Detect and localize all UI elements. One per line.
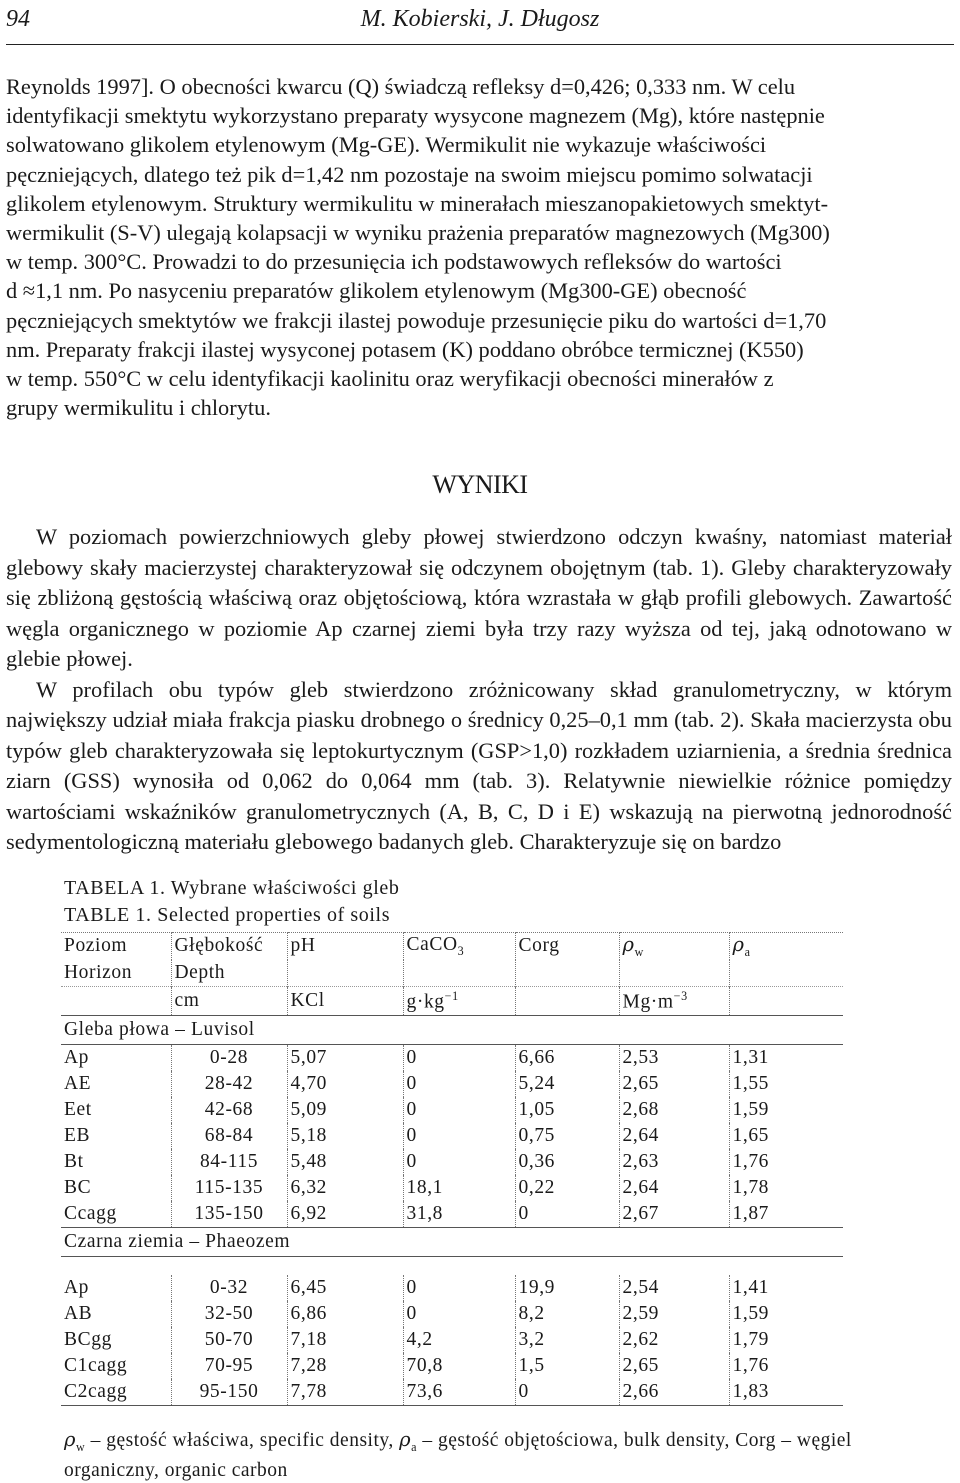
cell-caco3: 0 (403, 1301, 515, 1327)
header-caco3: CaCO$_3$ (403, 933, 515, 960)
cell-rho-w: 2,62 (619, 1327, 729, 1353)
table-header-row (61, 933, 843, 960)
unit-depth: cm (171, 986, 287, 1015)
cell-corg: 8,2 (515, 1301, 619, 1327)
running-head-authors: M. Kobierski, J. Długosz (360, 6, 600, 32)
cell-depth: 70-95 (171, 1353, 287, 1379)
cell-rho-w: 2,53 (619, 1044, 729, 1071)
cell-horizon: AE (64, 1072, 92, 1094)
table-footnote: $\rho_w$ – gęstość właściwa, specific density, $\rho_a$ – gęstość objętościowa, bulk density, Corg – węgiel organiczny, organic carbon (64, 1428, 852, 1481)
cell-ph: 5,07 (287, 1044, 403, 1071)
cell-ph: 7,18 (287, 1327, 403, 1353)
soil-properties-table (61, 932, 843, 1406)
intro-line: pęczniejących, dlatego też pik d=1,42 nm pozostaje na swoim miejscu pomimo solwatacji (6, 161, 813, 187)
group-label-luvisol: Gleba płowa – Luvisol (61, 1015, 843, 1044)
cell-ph: 6,45 (287, 1275, 403, 1301)
table-row (61, 1275, 843, 1301)
cell-caco3: 0 (403, 1097, 515, 1123)
cell-corg: 0 (515, 1201, 619, 1228)
cell-horizon: BCgg (64, 1328, 112, 1350)
table-group-row (61, 1227, 843, 1256)
luvisol-rows (61, 1044, 843, 1227)
intro-text (6, 72, 952, 422)
cell-rho-w: 2,64 (619, 1175, 729, 1201)
table-group-row (61, 1015, 843, 1044)
cell-rho-a: 1,59 (729, 1097, 843, 1123)
cell-ph: 5,48 (287, 1149, 403, 1175)
cell-ph: 6,86 (287, 1301, 403, 1327)
cell-rho-a: 1,83 (729, 1379, 843, 1406)
cell-ph: 5,18 (287, 1123, 403, 1149)
cell-depth: 115-135 (171, 1175, 287, 1201)
cell-rho-w: 2,68 (619, 1097, 729, 1123)
intro-line: grupy wermikulitu i chlorytu. (6, 395, 271, 421)
header-depth-en: Depth (171, 960, 287, 987)
cell-rho-a: 1,41 (729, 1275, 843, 1301)
cell-rho-a: 1,31 (729, 1044, 843, 1071)
table-row (61, 1071, 843, 1097)
cell-corg: 19,9 (515, 1275, 619, 1301)
cell-rho-a: 1,87 (729, 1201, 843, 1228)
cell-depth: 135-150 (171, 1201, 287, 1228)
cell-horizon: BC (64, 1176, 92, 1198)
cell-depth: 28-42 (171, 1071, 287, 1097)
cell-caco3: 31,8 (403, 1201, 515, 1228)
cell-caco3: 4,2 (403, 1327, 515, 1353)
table-row (61, 1044, 843, 1071)
cell-caco3: 0 (403, 1275, 515, 1301)
cell-rho-a: 1,65 (729, 1123, 843, 1149)
cell-rho-w: 2,65 (619, 1353, 729, 1379)
intro-line: solwatowano glikolem etylenowym (Mg-GE). Wermikulit nie wykazuje właściwości (6, 132, 767, 158)
cell-rho-w: 2,66 (619, 1379, 729, 1406)
section-heading: WYNIKI (432, 470, 528, 499)
cell-horizon: Bt (64, 1150, 84, 1172)
cell-horizon: EB (64, 1124, 91, 1146)
cell-corg: 3,2 (515, 1327, 619, 1353)
cell-horizon: AB (64, 1302, 93, 1324)
table-units-row (61, 986, 843, 1015)
cell-depth: 95-150 (171, 1379, 287, 1406)
cell-rho-w: 2,67 (619, 1201, 729, 1228)
cell-depth: 32-50 (171, 1301, 287, 1327)
cell-rho-w: 2,64 (619, 1123, 729, 1149)
cell-corg: 1,05 (515, 1097, 619, 1123)
cell-corg: 5,24 (515, 1071, 619, 1097)
rho-symbol: ρ (64, 1428, 76, 1451)
table-row (61, 1379, 843, 1406)
cell-caco3: 0 (403, 1071, 515, 1097)
cell-corg: 0 (515, 1379, 619, 1406)
intro-line: w temp. 300°C. Prowadzi to do przesunięcia ich podstawowych refleksów do wartości (6, 249, 782, 275)
intro-line: w temp. 550°C w celu identyfikacji kaolinitu oraz weryfikacji obecności minerałów z (6, 366, 774, 392)
group-label-phaeozem: Czarna ziemia – Phaeozem (61, 1227, 843, 1256)
header-rho-a: $\rho_a$ (729, 933, 843, 960)
cell-horizon: Ccagg (64, 1202, 117, 1224)
table-row (61, 1175, 843, 1201)
cell-horizon: C1cagg (64, 1354, 128, 1376)
header-horizon-en: Horizon (64, 961, 133, 983)
intro-line: Reynolds 1997]. O obecności kwarcu (Q) świadczą refleksy d=0,426; 0,333 nm. W celu (6, 74, 796, 99)
cell-ph: 7,28 (287, 1353, 403, 1379)
cell-rho-a: 1,78 (729, 1175, 843, 1201)
cell-rho-a: 1,79 (729, 1327, 843, 1353)
header-ph: pH (287, 933, 403, 960)
cell-rho-w: 2,59 (619, 1301, 729, 1327)
cell-horizon: C2cagg (61, 1379, 171, 1406)
cell-rho-a: 1,76 (729, 1353, 843, 1379)
cell-ph: 4,70 (287, 1071, 403, 1097)
cell-ph: 5,09 (287, 1097, 403, 1123)
cell-rho-a: 1,59 (729, 1301, 843, 1327)
cell-corg: 0,36 (515, 1149, 619, 1175)
cell-rho-w: 2,65 (619, 1071, 729, 1097)
cell-rho-w: 2,63 (619, 1149, 729, 1175)
unit-caco3: $g\cdot kg^{-1}$ (403, 986, 515, 1015)
intro-line: d ≈1,1 nm. Po nasyceniu preparatów glikolem etylenowym (Mg300-GE) obecność (6, 278, 747, 304)
intro-line: identyfikacji smektytu wykorzystano preparaty wysycone magnezem (Mg), które następnie (6, 103, 825, 129)
cell-depth: 0-32 (171, 1275, 287, 1301)
results-paragraph-2: W profilach obu typów gleb stwierdzono zróżnicowany skład granulometryczny, w którym największy udział miała frakcja piasku drobnego o średnicy 0,25–0,1 mm (tab. 2). Skała macierzysta obu typów gleb charakteryzowała się leptokurtycznym (GSP>1,0) rozkładem uziarnienia, a średnia średnica ziarn (GSS) wynosiła od 0,062 do 0,064 mm (tab. 3). Relatywnie niewielkie różnice pomiędzy wartościami wskaźników granulometrycznych (A, B, C, D i E) wskazują na pierwotną jednorodność sedymentologiczną materiału glebowego badanych gleb. Charakteryzuje się on bardzo (6, 676, 952, 854)
cell-depth: 68-84 (171, 1123, 287, 1149)
cell-caco3: 70,8 (403, 1353, 515, 1379)
intro-line: nm. Preparaty frakcji ilastej wysyconej potasem (K) poddano obróbce termicznej (K550) (6, 336, 804, 362)
cell-depth: 50-70 (171, 1327, 287, 1353)
cell-horizon: Ap (64, 1276, 90, 1298)
cell-depth: 42-68 (171, 1097, 287, 1123)
unit-density: $Mg\cdot m^{-3}$ (619, 986, 729, 1015)
header-rho-w: $\rho_w$ (619, 933, 729, 960)
cell-corg: 0,22 (515, 1175, 619, 1201)
cell-caco3: 0 (403, 1044, 515, 1071)
cell-rho-w: 2,54 (619, 1275, 729, 1301)
unit-ph: KCl (287, 986, 403, 1015)
table-row (61, 1353, 843, 1379)
cell-depth: 84-115 (171, 1149, 287, 1175)
cell-ph: 7,78 (287, 1379, 403, 1406)
table-row (61, 1201, 843, 1228)
cell-rho-a: 1,76 (729, 1149, 843, 1175)
header-corg: Corg (515, 933, 619, 960)
results-text (6, 522, 952, 858)
cell-ph: 6,32 (287, 1175, 403, 1201)
cell-corg: 6,66 (515, 1044, 619, 1071)
cell-caco3: 0 (403, 1123, 515, 1149)
intro-line: wermikulit (S-V) ulegają kolapsacji w wyniku prażenia preparatów magnezowych (Mg300) (6, 220, 830, 246)
table-caption-en: TABLE 1. Selected properties of soils (64, 904, 391, 926)
table-row (61, 1327, 843, 1353)
page-header (6, 4, 954, 45)
table-row (61, 1301, 843, 1327)
cell-depth: 0-28 (171, 1044, 287, 1071)
table-caption-pl: TABELA 1. Wybrane właściwości gleb (64, 877, 400, 899)
cell-corg: 0,75 (515, 1123, 619, 1149)
table-row (61, 1149, 843, 1175)
results-paragraph-1: W poziomach powierzchniowych gleby płowej stwierdzono odczyn kwaśny, natomiast materiał glebowy skały macierzystej charakteryzował się odczynem obojętnym (tab. 1). Gleby charakteryzowały się zbliżoną gęstością właściwą oraz objętościową, która wzrastała w głąb profili glebowych. Zawartość węgla organicznego w poziomie Ap czarnej ziemi była trzy razy wyższa od tej, jaką odnotowano w glebie płowej. (6, 524, 952, 671)
cell-corg: 1,5 (515, 1353, 619, 1379)
cell-horizon: Ap (64, 1046, 90, 1068)
intro-line: pęczniejących smektytów we frakcji ilastej powoduje przesunięcie piku do wartości d=1,70 (6, 307, 827, 333)
header-horizon-pl: Poziom (61, 933, 171, 960)
cell-caco3: 18,1 (403, 1175, 515, 1201)
phaeozem-rows (61, 1275, 843, 1406)
cell-caco3: 0 (403, 1149, 515, 1175)
cell-caco3: 73,6 (403, 1379, 515, 1406)
cell-horizon: Eet (64, 1098, 92, 1120)
header-depth-pl: Głębokość (171, 933, 287, 960)
cell-ph: 6,92 (287, 1201, 403, 1228)
table-header-row-en (61, 960, 843, 987)
intro-line: glikolem etylenowym. Struktury wermikulitu w minerałach mieszanopakietowych smektyt- (6, 190, 829, 216)
table-row (61, 1097, 843, 1123)
page-number: 94 (6, 6, 30, 32)
cell-rho-a: 1,55 (729, 1071, 843, 1097)
table-row (61, 1123, 843, 1149)
